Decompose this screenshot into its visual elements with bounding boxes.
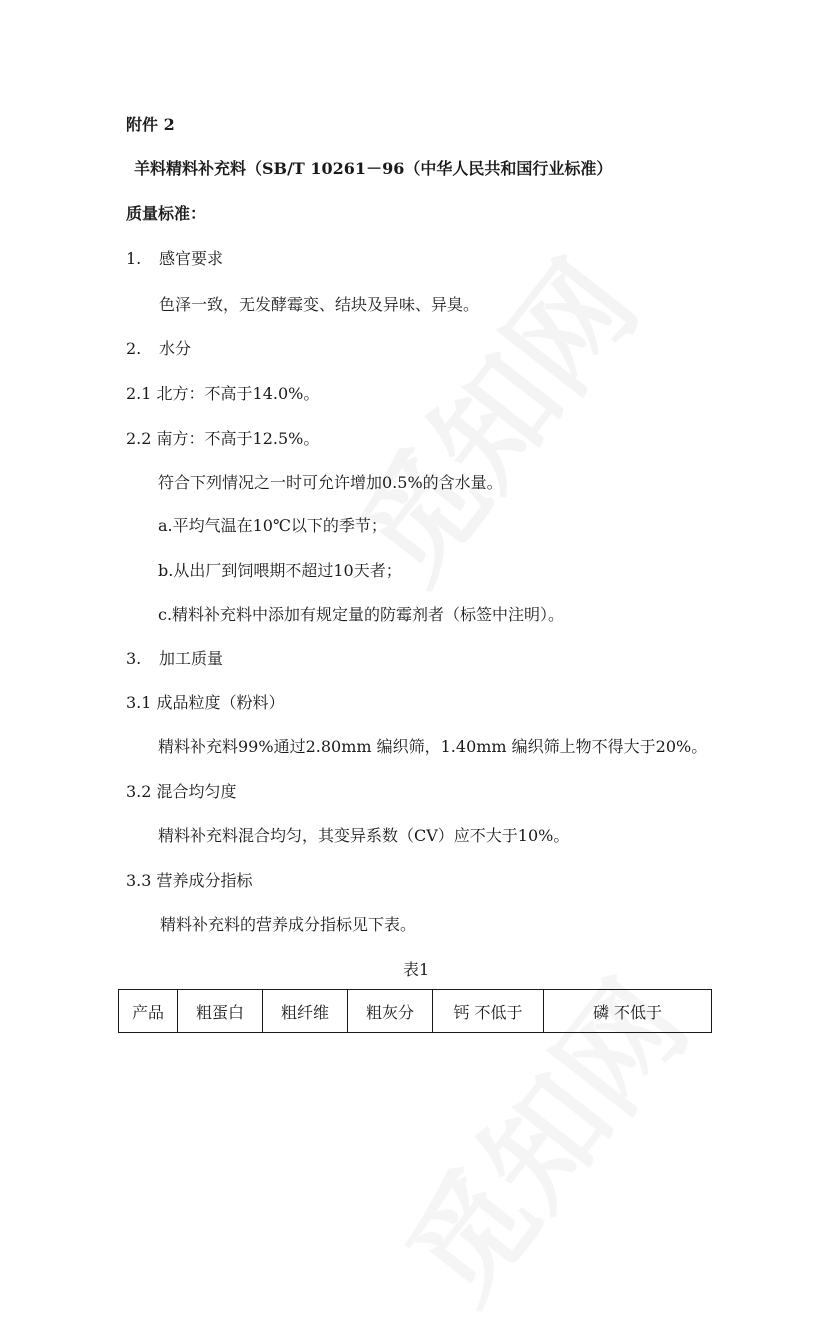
section-2-item-c: c.精料补充料中添加有规定量的防霉剂者（标签中注明）。 xyxy=(158,605,565,624)
section-2-item-a: a.平均气温在10℃以下的季节； xyxy=(158,516,387,535)
table-header-cell: 粗蛋白 xyxy=(178,990,263,1033)
attachment-label: 附件 2 xyxy=(126,115,175,134)
section-3-heading xyxy=(126,649,223,669)
section-2-2: 2.2 南方：不高于12.5%。 xyxy=(126,429,320,448)
watermark xyxy=(311,221,668,611)
section-3-3: 3.3 营养成分指标 xyxy=(126,871,253,890)
section-3-1: 3.1 成品粒度（粉料） xyxy=(126,693,285,712)
table-header-row xyxy=(119,990,712,1033)
table-header-cell: 粗纤维 xyxy=(263,990,348,1033)
table-header-cell: 钙 不低于 xyxy=(433,990,544,1033)
table-header-cell: 产品 xyxy=(119,990,178,1033)
section-3-2: 3.2 混合均匀度 xyxy=(126,782,237,801)
section-3-label: 加工质量 xyxy=(159,649,224,668)
section-1-number: 1. xyxy=(126,249,142,268)
table-header-cell: 粗灰分 xyxy=(348,990,433,1033)
section-1-heading xyxy=(126,249,223,269)
table-caption: 表1 xyxy=(403,960,430,979)
table-header-cell: 磷 不低于 xyxy=(544,990,712,1033)
section-1-text: 色泽一致，无发酵霉变、结块及异味、异臭。 xyxy=(159,295,480,314)
section-2-number: 2. xyxy=(126,339,142,358)
section-2-note: 符合下列情况之一时可允许增加0.5%的含水量。 xyxy=(158,473,503,492)
section-3-number: 3. xyxy=(126,649,142,668)
section-1-label: 感官要求 xyxy=(159,249,224,268)
quality-heading: 质量标准： xyxy=(126,204,207,223)
section-3-1-text: 精料补充料99%通过2.80mm 编织筛，1.40mm 编织筛上物不得大于20%。 xyxy=(158,737,708,756)
document-title: 羊料精料补充料（SB/T 10261－96（中华人民共和国行业标准） xyxy=(134,159,613,178)
section-2-heading xyxy=(126,339,191,359)
section-2-item-b: b.从出厂到饲喂期不超过10天者； xyxy=(158,561,402,580)
nutrition-table xyxy=(118,989,712,1033)
section-3-2-text: 精料补充料混合均匀，其变异系数（CV）应不大于10%。 xyxy=(158,826,570,845)
section-2-label: 水分 xyxy=(159,339,192,358)
section-3-3-text: 精料补充料的营养成分指标见下表。 xyxy=(160,915,417,934)
section-2-1: 2.1 北方：不高于14.0%。 xyxy=(126,384,320,403)
